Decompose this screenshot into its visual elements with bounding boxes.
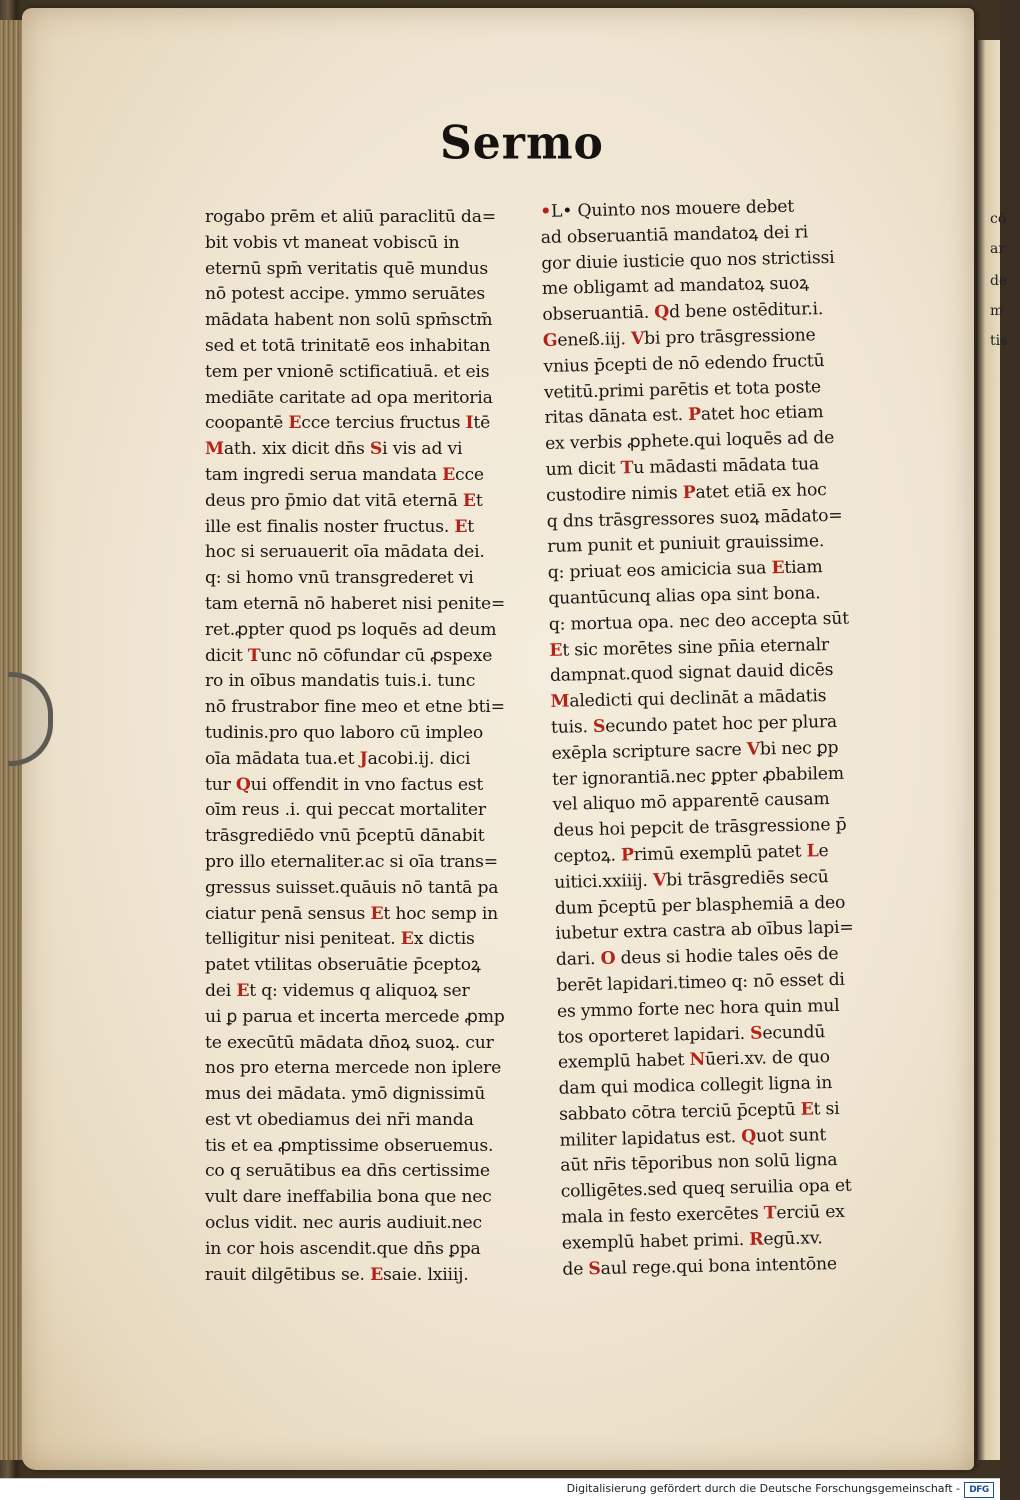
text-line: ex verbis ꝓphete.qui loquēs ad de — [544, 428, 835, 455]
text-line: est vt obediamus dei nr̄i manda — [205, 1109, 474, 1130]
text-line: ad obseruantiā mandatoꝝ dei ri — [540, 222, 809, 248]
text-line: es ymmo forte nec hora quin mul — [556, 995, 840, 1022]
text-line: trāsgrediēdo vnū p̄ceptū dānabit — [205, 826, 485, 847]
digitization-credit: Digitalisierung gefördert durch die Deutsche Forschungsgemeinschaft - — [566, 1482, 960, 1495]
text-line: rauit dilgētibus se. Esaie. lxiiij. — [205, 1264, 469, 1285]
text-line: sed et totā trinitatē eos inhabitan — [205, 335, 491, 356]
text-line: mādata habent non solū spm̄sctm̄ — [205, 310, 493, 331]
text-line: eternū spm̄ veritatis quē mundus — [205, 258, 488, 279]
text-line: mala in festo exercētes Terciū ex — [561, 1201, 845, 1228]
text-line: vult dare ineffabilia bona que nec — [205, 1187, 492, 1208]
text-line: te execūtū mādata dn̄oꝝ suoꝝ. cur — [205, 1032, 494, 1053]
adjacent-text-fragment: de — [990, 273, 1008, 289]
footer-bar — [0, 1478, 1000, 1500]
text-line: q: priuat eos amicicia sua Etiam — [547, 557, 823, 584]
text-column-right — [540, 194, 873, 1284]
text-line: Maledicti qui declināt a mādatis — [550, 686, 827, 713]
text-line: ro in oībus mandatis tuis.i. tunc — [205, 671, 476, 692]
text-line: gor diuie iusticie quo nos strictissi — [541, 247, 835, 274]
text-line: ritas dānata est. Patet hoc etiam — [544, 402, 824, 429]
text-line: tam ingredi serua mandata Ecce — [205, 464, 484, 485]
text-line: nos pro eterna mercede non iplere — [205, 1058, 502, 1079]
text-line: pro illo eternaliter.ac si oīa trans= — [205, 851, 498, 872]
text-line: me obligamt ad mandatoꝝ suoꝝ — [541, 273, 810, 300]
text-line: tam eternā nō haberet nisi penite= — [205, 593, 506, 614]
text-line: rogabo prēm et aliū paraclitū da= — [205, 207, 496, 227]
text-line: exemplū habet Nūeri.xv. de quo — [557, 1047, 830, 1074]
text-line: dicit Tunc nō cōfundar cū ꝓspexe — [205, 645, 493, 666]
text-line: mediāte caritate ad opa meritoria — [205, 387, 493, 408]
text-line: q dns trāsgressores suoꝝ mādato= — [546, 505, 843, 532]
text-line: iubetur extra castra ab oībus lapi= — [555, 917, 854, 945]
text-line: oīa mādata tua.et Jacobi.ij. dici — [205, 748, 471, 769]
text-line: custodire nimis Patet etiā ex hoc — [545, 479, 827, 506]
text-line: tis et ea ꝓmptissime obseruemus. — [205, 1135, 494, 1156]
text-line: ciatur penā sensus Et hoc semp in — [205, 903, 498, 924]
text-line: Math. xix dicit dn̄s Si vis ad vi — [205, 439, 463, 460]
text-line: dei Et q: videmus q aliquoꝝ ser — [205, 980, 470, 1001]
text-line: telligitur nisi peniteat. Ex dictis — [205, 929, 475, 950]
text-line: deus pro p̄mio dat vitā eternā Et — [205, 490, 483, 511]
text-line: um dicit Tu mādasti mādata tua — [545, 454, 820, 480]
text-line: coopantē Ecce tercius fructus Itē — [205, 413, 491, 434]
text-line: gressus suisset.quāuis nō tantā pa — [205, 877, 499, 898]
text-line: obseruantiā. Qd bene ostēditur.i. — [542, 299, 824, 326]
text-line: berēt lapidari.timeo q: nō esset di — [556, 969, 845, 996]
text-line: ceptoꝝ. Primū exemplū patet Le — [553, 841, 829, 867]
text-line: tudinis.pro quo laboro cū impleo — [205, 722, 483, 743]
text-line: hoc si seruauerit oīa mādata dei. — [205, 542, 485, 563]
adjacent-text-fragment: cō — [990, 211, 1007, 227]
text-line: tur Qui offendit in vno factus est — [205, 774, 484, 795]
text-line: sabbato cōtra terciū p̄ceptū Et si — [558, 1098, 840, 1125]
text-line: oclus vidit. nec auris audiuit.nec — [205, 1213, 482, 1234]
text-line: vel aliquo mō apparentē causam — [552, 789, 830, 816]
text-line: exemplū habet primi. Regū.xv. — [561, 1228, 823, 1254]
text-line: colligētes.sed queq seruilia opa et — [560, 1175, 852, 1203]
text-line: patet vtilitas obseruātie p̄ceptoꝝ — [205, 955, 481, 976]
text-line: dampnat.quod signat dauid dicēs — [549, 660, 834, 687]
text-line: dum p̄ceptū per blasphemiā a deo — [554, 892, 846, 919]
text-line: quantūcunq alias opa sint bona. — [548, 583, 821, 609]
dfg-logo: DFG — [964, 1482, 994, 1498]
text-line: ter ignorantiā.nec ꝑpter ꝓbabilem — [551, 763, 845, 790]
adjacent-text-fragment: tis — [990, 333, 1008, 349]
text-line: dam qui modica collegit ligna in — [558, 1073, 833, 1099]
text-line: •L• Quinto nos mouere debet — [540, 196, 795, 222]
text-line: tos oporteret lapidari. Secundū — [557, 1021, 826, 1048]
text-line: q: si homo vnū transgrederet vi — [205, 568, 474, 589]
text-line: vetitū.primi parētis et tota poste — [543, 376, 822, 403]
text-line: nō potest accipe. ymmo seruātes — [205, 284, 485, 305]
text-line: ui ꝑ parua et incerta mercede ꝓmp — [205, 1006, 505, 1027]
text-line: exēpla scripture sacre Vbi nec ꝑp — [551, 737, 839, 764]
text-line: aūt nr̄is tēporibus non solū ligna — [560, 1150, 838, 1177]
text-line: militer lapidatus est. Quot sunt — [559, 1124, 827, 1151]
running-header: Sermo — [440, 116, 604, 171]
text-line: bit vobis vt maneat vobiscū in — [205, 232, 460, 253]
text-line: ret.ꝓpter quod ps loquēs ad deum — [205, 619, 497, 640]
text-line: rum punit et puniuit grauissime. — [547, 531, 825, 558]
text-line: tuis. Secundo patet hoc per plura — [550, 711, 838, 738]
text-line: q: mortua opa. nec deo accepta sūt — [548, 608, 850, 635]
text-line: nō frustrabor fine meo et etne bti= — [205, 697, 505, 718]
text-line: Geneß.iij. Vbi pro trāsgressione — [542, 325, 816, 351]
adjacent-text-fragment: m — [990, 303, 1004, 319]
text-line: tem per vnionē sctificatiuā. et eis — [205, 361, 490, 382]
text-line: co q seruātibus ea dn̄s certissime — [205, 1161, 490, 1182]
text-line: in cor hois ascendit.que dn̄s ꝑpa — [205, 1238, 481, 1259]
adjacent-page-edge — [976, 40, 1008, 1460]
text-line: vnius p̄cepti de nō edendo fructū — [543, 350, 825, 377]
adjacent-text-fragment: ar — [990, 241, 1006, 257]
text-line: Et sic morētes sine pn̄ia eternalr — [549, 634, 830, 661]
text-line: deus hoi pepcit de trāsgressione p̄ — [553, 814, 847, 841]
text-line: ille est finalis noster fructus. Et — [205, 516, 475, 537]
text-line: oīm reus .i. qui peccat mortaliter — [205, 800, 486, 821]
text-line: mus dei mādata. ymō dignissimū — [205, 1084, 486, 1105]
text-line: dari. O deus si hodie tales oēs de — [555, 944, 839, 970]
text-line: uitici.xxiiij. Vbi trāsgrediēs secū — [554, 866, 829, 893]
text-line: de Saul rege.qui bona intentōne — [562, 1253, 838, 1280]
text-column-left — [205, 205, 515, 1288]
